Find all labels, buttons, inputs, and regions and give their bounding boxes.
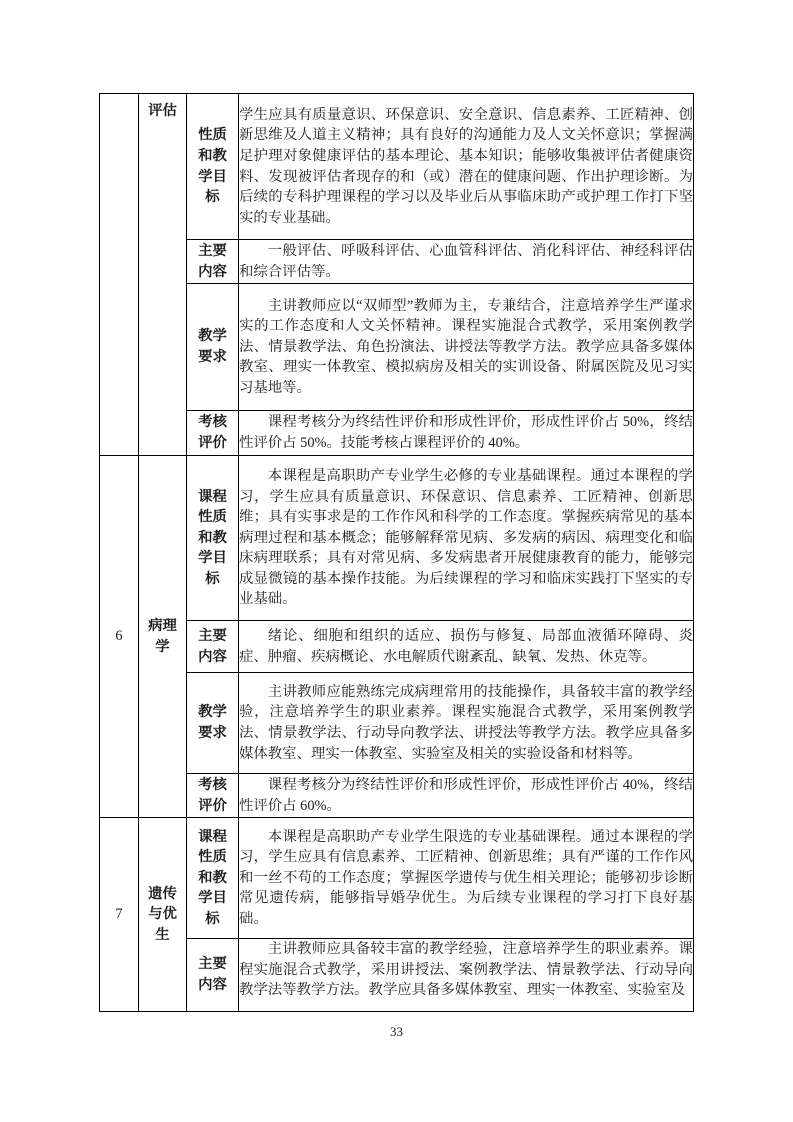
course-name-cell: 评估 [139,94,187,456]
row-content-cell [239,939,694,1012]
table-row [100,774,694,818]
row-content-cell [239,240,694,284]
row-label-cell: 课程 性质 和教 学目 标 [187,818,239,939]
row-label-cell: 教学 要求 [187,673,239,774]
course-number-cell: 6 [100,456,139,818]
row-content-cell [239,456,694,621]
row-content-text: 一般评估、呼吸科评估、心血管科评估、消化科评估、神经科评估和综合评估等。 [239,242,693,280]
syllabus-table-body [100,94,694,1012]
table-row [100,621,694,673]
row-label-cell: 主要 内容 [187,240,239,284]
page-number: 33 [390,1024,403,1039]
row-label-cell: 主要 内容 [187,621,239,673]
table-row [100,94,694,240]
row-label-cell: 教学 要求 [187,284,239,411]
row-content-text: 主讲教师应能熟练完成病理常用的技能操作，具备较丰富的教学经验，注意培养学生的职业素养。课程实施混合式教学，采用案例教学法、情景教学法、行动导向教学法、讲授法等教学方法。教学应具备多媒体教室、理实一体教室、实验室及相关的实验设备和材料等。 [239,683,693,762]
row-content-cell [239,411,694,456]
row-label-cell: 性质 和教 学目 标 [187,94,239,240]
row-label-cell: 课程 性质 和教 学目 标 [187,456,239,621]
row-content-text: 本课程是高职助产专业学生必修的专业基础课程。通过本课程的学习，学生应具有质量意识、环保意识、信息素养、工匠精神、创新思维；具有实事求是的工作作风和科学的工作态度。掌握疾病常见的基本病理过程和基本概念；能够解释常见病、多发病的病因、病理变化和临床病理联系；具有对常见病、多发病患者开展健康教育的能力，能够完成显微镜的基本操作技能。为后续课程的学习和临床实践打下坚实的专业基础。 [239,467,693,608]
row-content-cell [239,774,694,818]
row-label-cell: 考核 评价 [187,411,239,456]
row-label-cell: 主要 内容 [187,939,239,1012]
row-content-text: 学生应具有质量意识、环保意识、安全意识、信息素养、工匠精神、创新思维及人道主义精神；具有良好的沟通能力及人文关怀意识；掌握满足护理对象健康评估的基本理论、基本知识；能够收集被评估者健康资料、发现被评估者现存的和（或）潜在的健康问题、作出护理诊断。为后续的专科护理课程的学习以及毕业后从事临床助产或护理工作打下坚实的专业基础。 [239,106,693,226]
table-row [100,411,694,456]
row-content-text: 绪论、细胞和组织的适应、损伤与修复、局部血液循环障碍、炎症、肿瘤、疾病概论、水电解质代谢紊乱、缺氧、发热、休克等。 [239,627,693,665]
row-content-cell [239,94,694,240]
course-name-cell: 病理 学 [139,456,187,818]
row-content-cell [239,818,694,939]
syllabus-table [99,93,694,1012]
course-number-cell [100,94,139,456]
table-row [100,284,694,411]
course-name-cell: 遗传 与优 生 [139,818,187,1012]
row-content-text: 主讲教师应以“双师型”教师为主，专兼结合，注意培养学生严谨求实的工作态度和人文关怀精神。课程实施混合式教学，采用案例教学法、情景教学法、角色扮演法、讲授法等教学方法。教学应具备多媒体教室、理实一体教室、模拟病房及相关的实训设备、附属医院及见习实习基地等。 [239,297,693,396]
row-content-text: 课程考核分为终结性评价和形成性评价，形成性评价占 40%，终结性评价占 60%。 [239,776,693,814]
row-label-cell: 考核 评价 [187,774,239,818]
row-content-text: 主讲教师应具备较丰富的教学经验，注意培养学生的职业素养。课程实施混合式教学，采用讲授法、案例教学法、情景教学法、行动导向教学法等教学方法。教学应具备多媒体教室、理实一体教室、实验室及 [239,941,693,999]
table-row [100,240,694,284]
row-content-text: 本课程是高职助产专业学生限选的专业基础课程。通过本课程的学习，学生应具有信息素养、工匠精神、创新思维；具有严谨的工作作风和一丝不苟的工作态度；掌握医学遗传与优生相关理论；能够初步诊断常见遗传病，能够指导婚孕优生。为后续专业课程的学习打下良好基础。 [239,828,693,927]
table-row [100,939,694,1012]
row-content-cell [239,284,694,411]
table-row [100,818,694,939]
course-number-cell: 7 [100,818,139,1012]
row-content-cell [239,673,694,774]
table-row [100,456,694,621]
table-row [100,673,694,774]
row-content-text: 课程考核分为终结性评价和形成性评价，形成性评价占 50%，终结性评价占 50%。技能考核占课程评价的 40%。 [239,414,693,451]
row-content-cell [239,621,694,673]
